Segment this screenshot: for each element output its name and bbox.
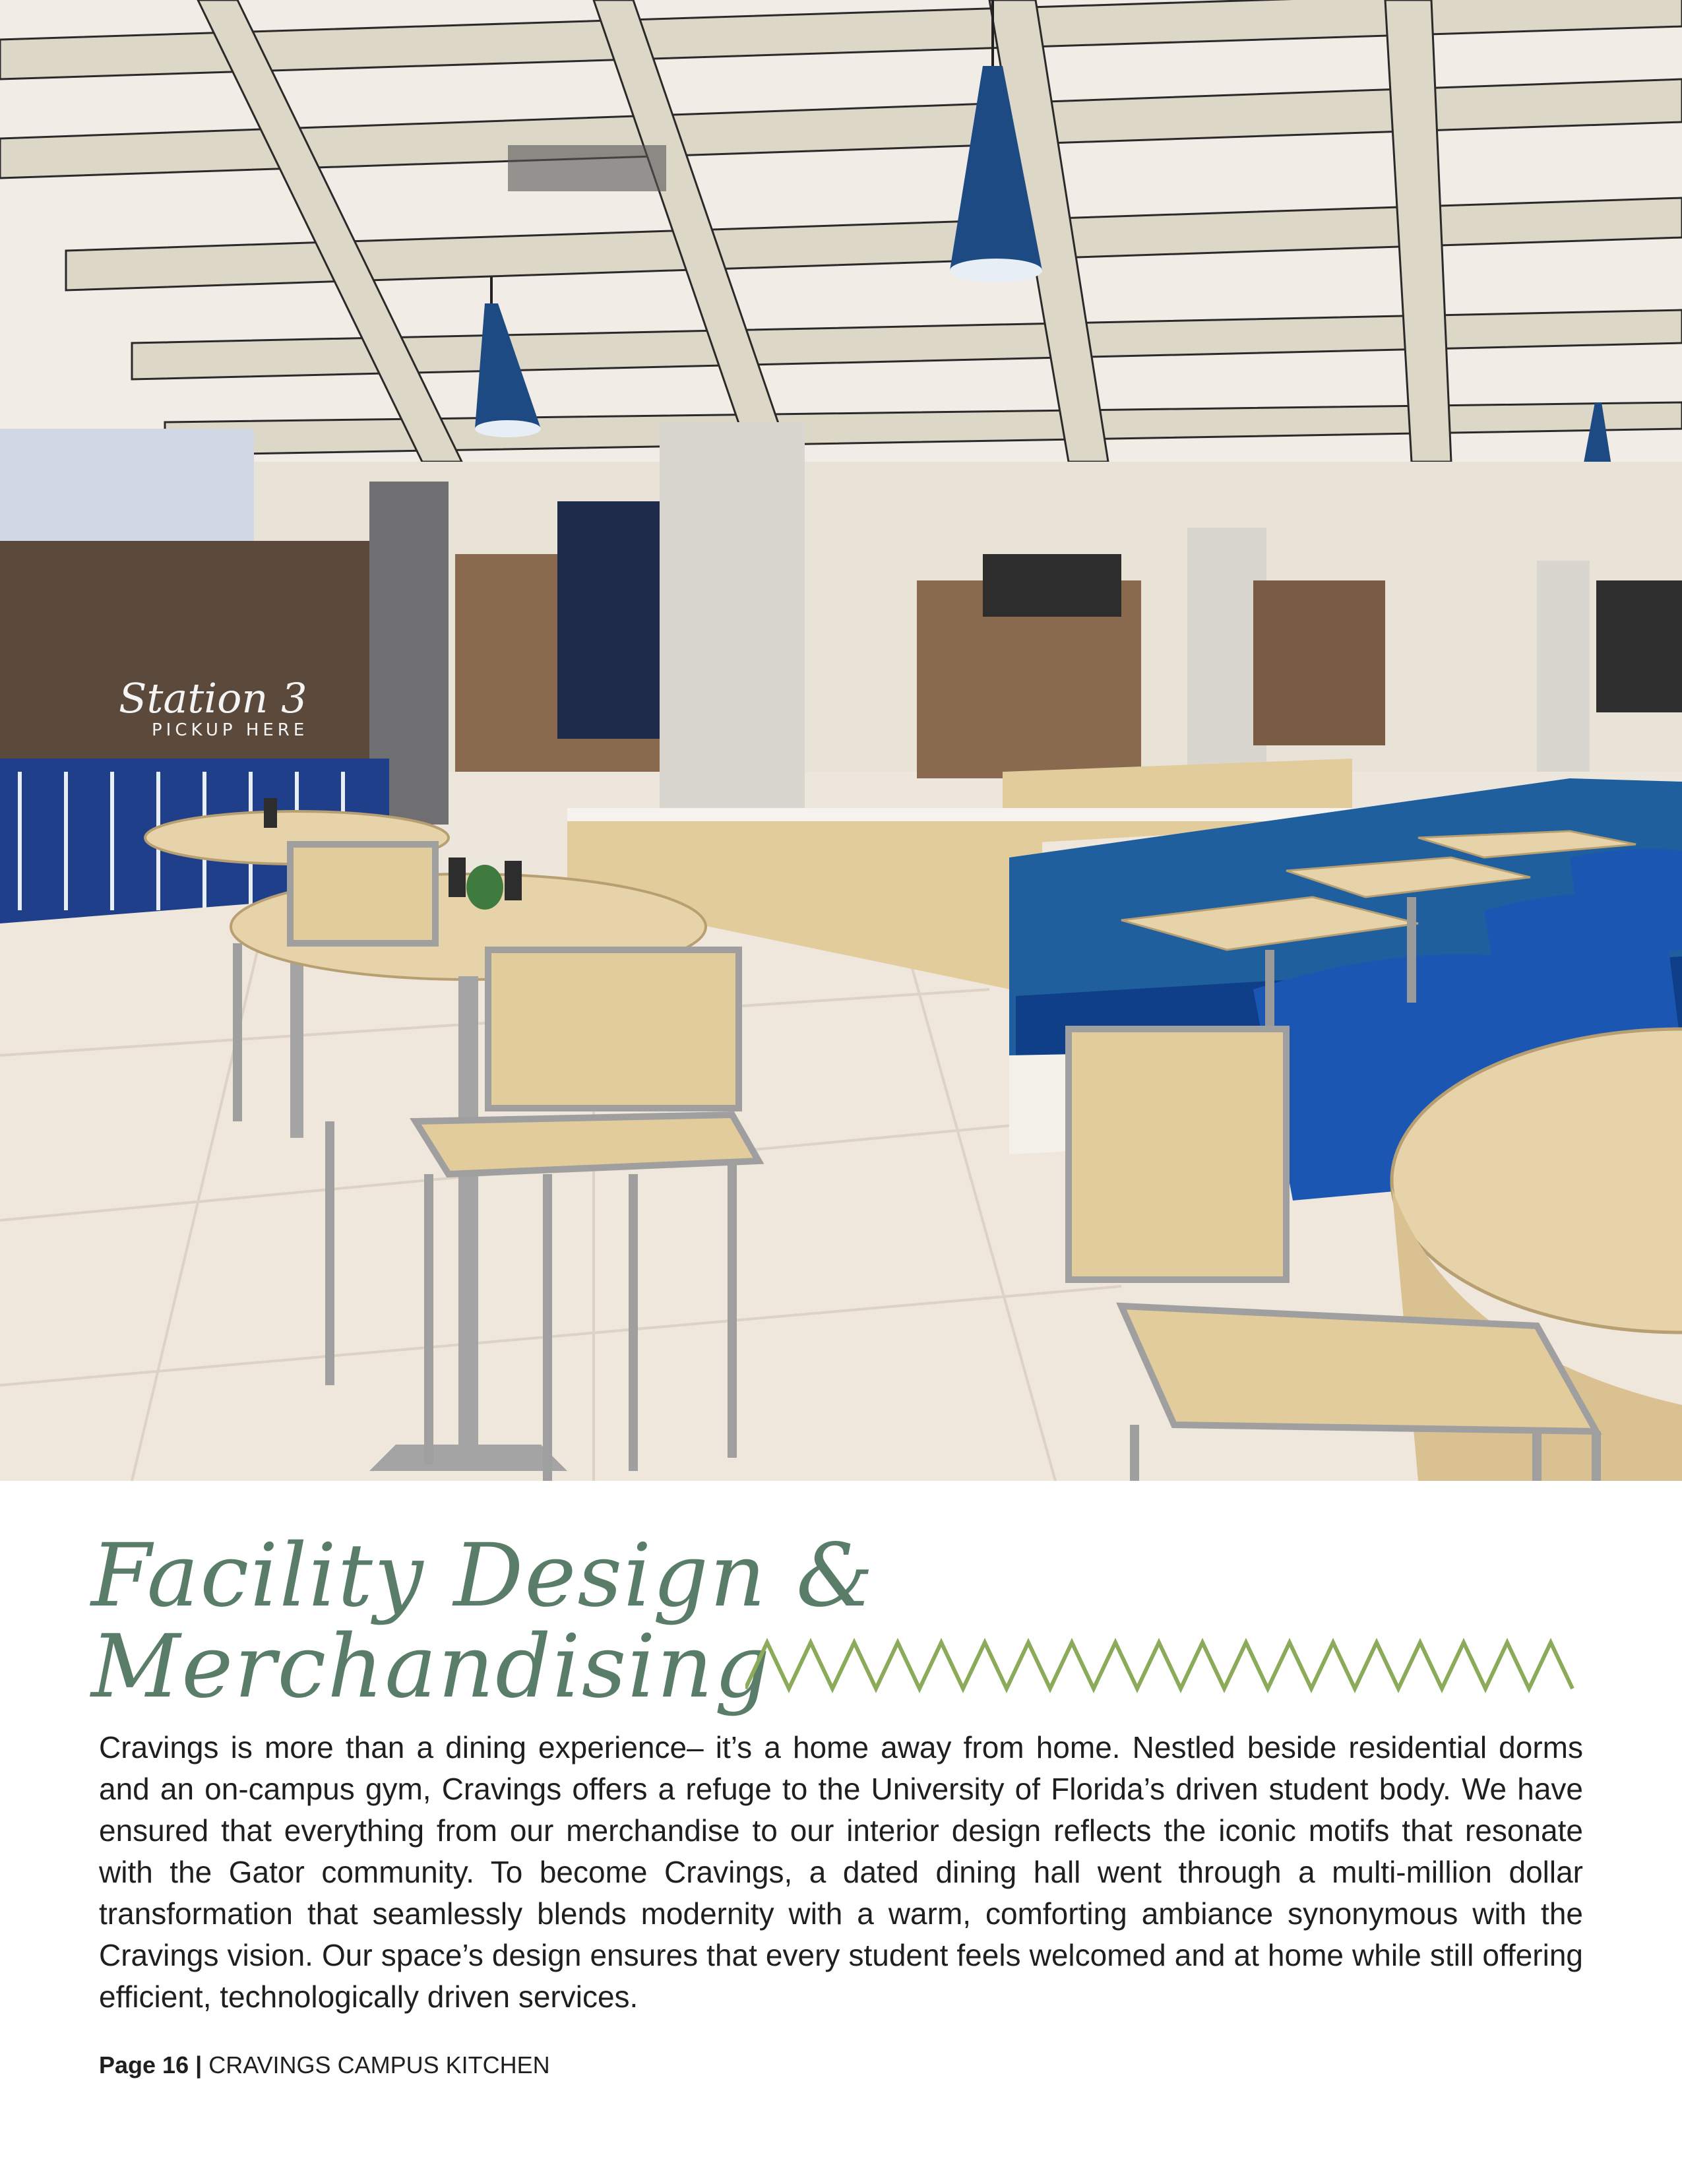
station-sign-subtext: PICKUP HERE xyxy=(152,720,309,740)
page-footer xyxy=(99,2051,550,2079)
publication-name: CRAVINGS CAMPUS KITCHEN xyxy=(208,2051,550,2078)
station-sign-text: Station 3 xyxy=(119,674,307,722)
zigzag-divider xyxy=(745,1636,1590,1695)
footer-separator: | xyxy=(195,2051,202,2078)
heading-line-1: Facility Design & xyxy=(91,1525,875,1627)
heading-line-2: Merchandising xyxy=(91,1616,772,1718)
body-paragraph: Cravings is more than a dining experience– it’s a home away from home. Nestled beside residential dorms and an on-campus gym, Cravings offers a refuge to the University of Florida’s driven student body. We have ensured that everything from our merchandise to our interior design reflects the iconic motifs that resonate with the Gator community. To become Cravings, a dated dining hall went through a multi-million dollar transformation that seamlessly blends modernity with a warm, comforting ambiance synonymous with the Cravings vision. Our space’s design ensures that every student feels welcomed and at home while still offering efficient, technologically driven services. xyxy=(99,1730,1583,2014)
page-number: Page 16 xyxy=(99,2051,189,2078)
